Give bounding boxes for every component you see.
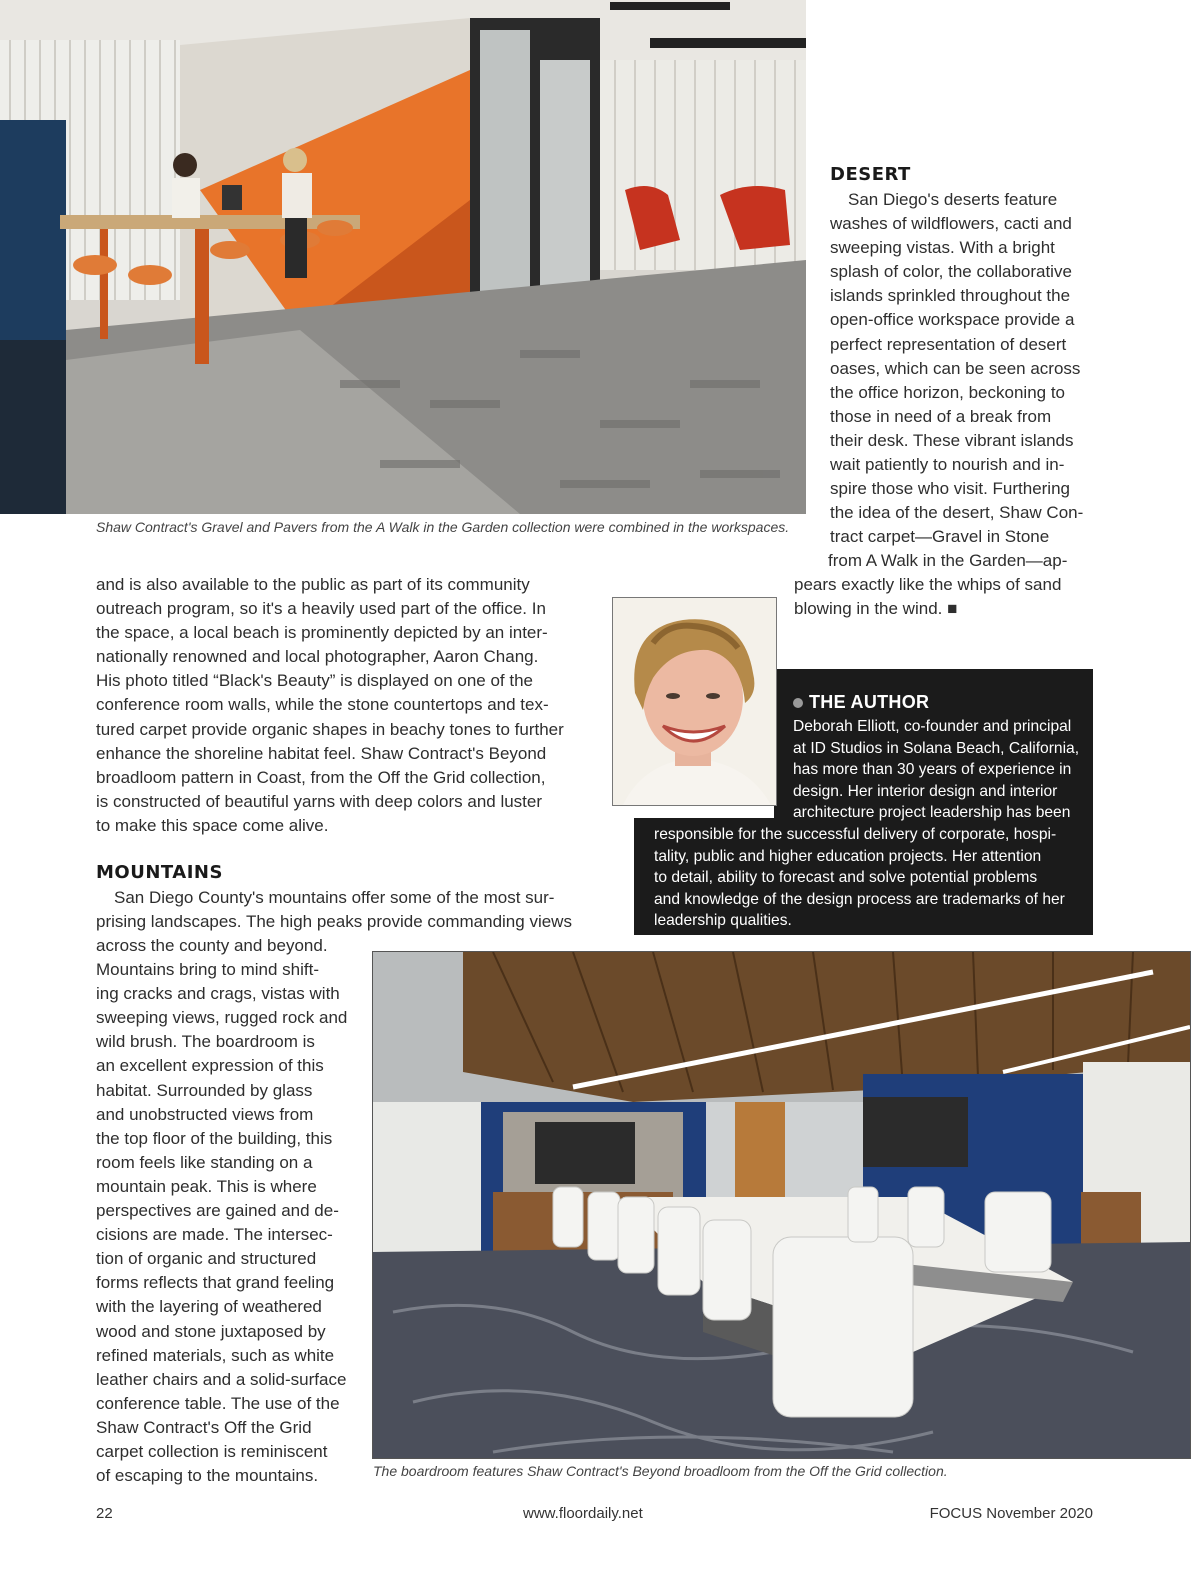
mountains-line: ing cracks and crags, vistas with (96, 984, 340, 1004)
author-line: tality, public and higher education projects. Her attention (654, 847, 1042, 865)
author-line: design. Her interior design and interior (793, 782, 1058, 800)
author-line: architecture project leadership has been (793, 804, 1071, 822)
desert-body-continued (794, 525, 1093, 621)
mountains-line: forms reflects that grand feeling (96, 1273, 335, 1293)
page-number: 22 (96, 1505, 113, 1522)
mountains-line: habitat. Surrounded by glass (96, 1080, 313, 1100)
desert-line: their desk. These vibrant islands (830, 430, 1074, 450)
workspace-photo (0, 0, 806, 514)
desert-line: the office horizon, beckoning to (830, 382, 1066, 402)
desert-line: pears exactly like the whips of sand (794, 575, 1062, 595)
mountains-line: with the layering of weathered (96, 1297, 322, 1317)
mountains-body-narrow (96, 934, 349, 1488)
beach-line: tured carpet provide organic shapes in beachy tones to further (96, 719, 564, 739)
desert-line: oases, which can be seen across (830, 358, 1081, 378)
mountains-line: prising landscapes. The high peaks provide commanding views (96, 912, 572, 932)
mountains-line: San Diego County's mountains offer some of the most sur- (114, 888, 555, 907)
website-link[interactable]: www.floordaily.net (523, 1505, 643, 1522)
magazine-issue-text: FOCUS November 2020 (929, 1505, 1093, 1522)
mountains-line: mountain peak. This is where (96, 1176, 317, 1196)
mountains-line: sweeping views, rugged rock and (96, 1008, 348, 1028)
mountains-line: the top floor of the building, this (96, 1128, 333, 1148)
desert-heading: DESERT (830, 164, 911, 185)
beach-line: His photo titled “Black's Beauty” is displayed on one of the (96, 671, 533, 691)
desert-line: open-office workspace provide a (830, 310, 1075, 330)
author-line: Deborah Elliott, co-founder and principal (793, 718, 1072, 735)
desert-line: splash of color, the collaborative (830, 262, 1072, 282)
mountains-line: of escaping to the mountains. (96, 1466, 319, 1486)
desert-line: tract carpet—Gravel in Stone (830, 527, 1050, 546)
beach-line: the space, a local beach is prominently depicted by an inter- (96, 623, 548, 643)
beach-line: conference room walls, while the stone countertops and tex- (96, 695, 549, 715)
author-line: and knowledge of the design process are trademarks of her (654, 890, 1065, 908)
mountains-line: Shaw Contract's Off the Grid (96, 1417, 312, 1437)
mountains-line: room feels like standing on a (96, 1152, 313, 1172)
beach-line: enhance the shoreline habitat feel. Shaw Contract's Beyond (96, 743, 547, 763)
mountains-line: wood and stone juxtaposed by (96, 1321, 326, 1341)
mountains-line: an excellent expression of this (96, 1056, 324, 1076)
desert-line: washes of wildflowers, cacti and (830, 214, 1072, 234)
author-line: leadership qualities. (654, 912, 792, 930)
desert-line: islands sprinkled throughout the (830, 286, 1071, 306)
desert-body (830, 188, 1093, 525)
mountains-line: cisions are made. The intersec- (96, 1225, 333, 1245)
mountains-line: conference table. The use of the (96, 1393, 340, 1413)
mountains-line: carpet collection is reminiscent (96, 1441, 328, 1461)
mountains-line: leather chairs and a solid-surface (96, 1369, 347, 1389)
desert-line: the idea of the desert, Shaw Con- (830, 503, 1084, 523)
mountains-line: perspectives are gained and de- (96, 1201, 339, 1221)
workspace-caption: Shaw Contract's Gravel and Pavers from the A Walk in the Garden collection were combined in the workspaces. (96, 519, 790, 535)
desert-line: San Diego's deserts feature (848, 190, 1058, 209)
boardroom-caption: The boardroom features Shaw Contract's Beyond broadloom from the Off the Grid collection. (373, 1463, 948, 1479)
desert-line: those in need of a break from (830, 406, 1052, 426)
author-line: to detail, ability to forecast and solve potential problems (654, 869, 1038, 887)
mountains-line: wild brush. The boardroom is (96, 1032, 315, 1052)
author-line: has more than 30 years of experience in (793, 761, 1072, 779)
magazine-issue (897, 1505, 1093, 1522)
author-line: at ID Studios in Solana Beach, California, (793, 739, 1080, 757)
beach-line: to make this space come alive. (96, 815, 329, 835)
desert-line: sweeping vistas. With a bright (830, 238, 1055, 258)
author-line: responsible for the successful delivery of corporate, hospi- (654, 826, 1057, 843)
desert-line: blowing in the wind. ■ (794, 599, 958, 619)
beach-body (96, 573, 577, 838)
beach-line: broadloom pattern in Coast, from the Off the Grid collection, (96, 767, 546, 787)
bullet-icon (793, 698, 803, 708)
desert-line: wait patiently to nourish and in- (830, 455, 1065, 475)
beach-line: and is also available to the public as part of its community (96, 575, 530, 594)
author-bio-upper (793, 716, 1081, 824)
mountains-body-wide (96, 886, 577, 934)
beach-line: outreach program, so it's a heavily used part of the office. In (96, 599, 546, 619)
mountains-line: Mountains bring to mind shift- (96, 960, 319, 980)
author-title (793, 692, 929, 713)
author-bio-lower (654, 824, 1081, 932)
mountains-line: refined materials, such as white (96, 1345, 335, 1365)
mountains-heading: MOUNTAINS (96, 862, 223, 883)
desert-line: spire those who visit. Furthering (830, 479, 1070, 499)
mountains-line: and unobstructed views from (96, 1104, 314, 1124)
mountains-line: tion of organic and structured (96, 1249, 317, 1269)
desert-line: from A Walk in the Garden—ap- (828, 551, 1068, 571)
beach-line: nationally renowned and local photographer, Aaron Chang. (96, 647, 539, 667)
desert-line: perfect representation of desert (830, 334, 1067, 354)
boardroom-photo (372, 951, 1191, 1459)
beach-line: is constructed of beautiful yarns with deep colors and luster (96, 791, 543, 811)
author-title-text: THE AUTHOR (809, 692, 930, 712)
author-portrait (612, 597, 777, 806)
mountains-line: across the county and beyond. (96, 936, 328, 955)
